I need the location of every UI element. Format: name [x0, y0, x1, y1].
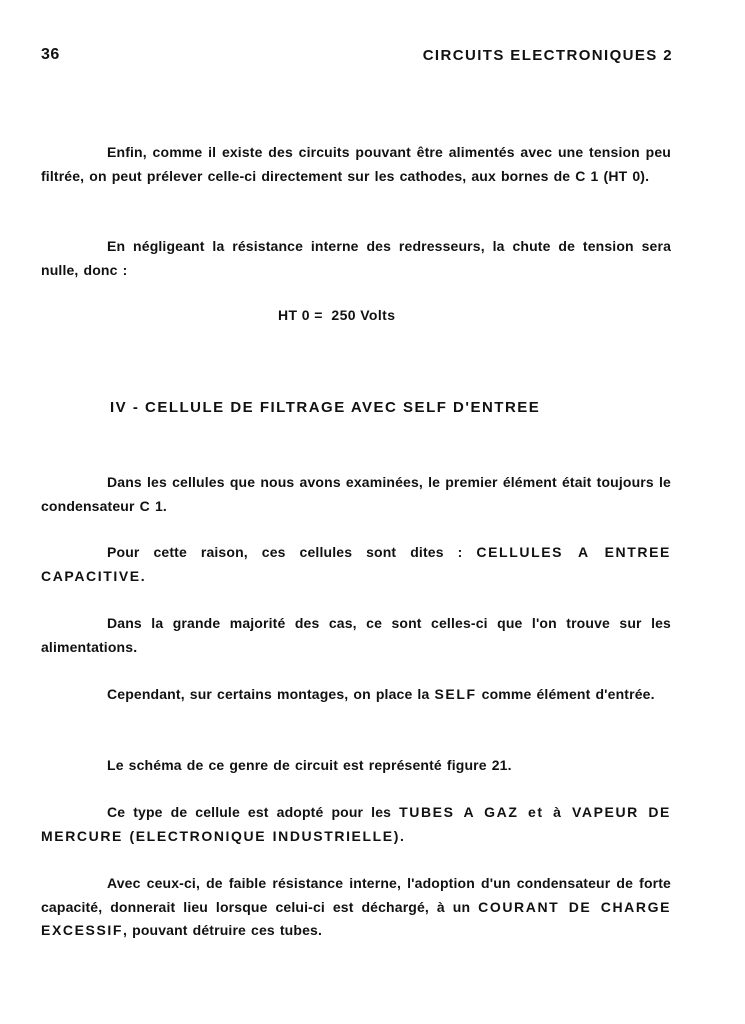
formula-ht0: HT 0 = 250 Volts	[278, 307, 396, 323]
paragraph-schema-figure: Le schéma de ce genre de circuit est représenté figure 21.	[107, 757, 512, 773]
paragraph-cellules-examinees: Dans les cellules que nous avons examinées, le premier élément était toujours le condensateur C 1.	[41, 474, 671, 514]
paragraph-text: Pour cette raison, ces cellules sont dites :	[107, 544, 477, 560]
paragraph-tubes-gaz	[41, 801, 671, 848]
paragraph-resistance-interne: En négligeant la résistance interne des redresseurs, la chute de tension sera nulle, donc :	[41, 238, 671, 278]
emphasis-caps: SELF	[434, 686, 477, 702]
paragraph-text: Ce type de cellule est adopté pour les	[107, 804, 400, 820]
paragraph-enfin: Enfin, comme il existe des circuits pouvant être alimentés avec une tension peu filtrée, on peut prélever celle-ci directement sur les cathodes, aux bornes de C 1 (HT 0).	[41, 144, 671, 184]
paragraph-self-entree	[41, 683, 671, 707]
paragraph-text: Avec ceux-ci, de faible résistance interne, l'adoption d'un condensateur de forte capacité, donnerait lieu lorsque celui-ci est déchargé, à un	[41, 875, 671, 915]
paragraph-text: comme élément d'entrée.	[476, 686, 655, 702]
emphasis-caps: COURANT DE CHARGE EXCESSIF	[41, 898, 672, 938]
paragraph-courant-charge	[41, 872, 671, 943]
paragraph-majorite: Dans la grande majorité des cas, ce sont celles-ci que l'on trouve sur les alimentations.	[41, 615, 671, 655]
paragraph-text: Cependant, sur certains montages, on place la	[107, 686, 435, 702]
emphasis-caps: TUBES A GAZ et à VAPEUR DE MERCURE (ELECTRONIQUE INDUSTRIELLE).	[41, 804, 671, 844]
running-title: CIRCUITS ELECTRONIQUES 2	[422, 47, 673, 64]
paragraph-text: , pouvant détruire ces tubes.	[123, 922, 322, 938]
emphasis-caps: CELLULES A ENTREE CAPACITIVE.	[41, 544, 671, 584]
page-number: 36	[41, 46, 60, 63]
section-heading: IV - CELLULE DE FILTRAGE AVEC SELF D'ENTREE	[110, 399, 541, 416]
paragraph-entree-capacitive	[41, 541, 671, 588]
